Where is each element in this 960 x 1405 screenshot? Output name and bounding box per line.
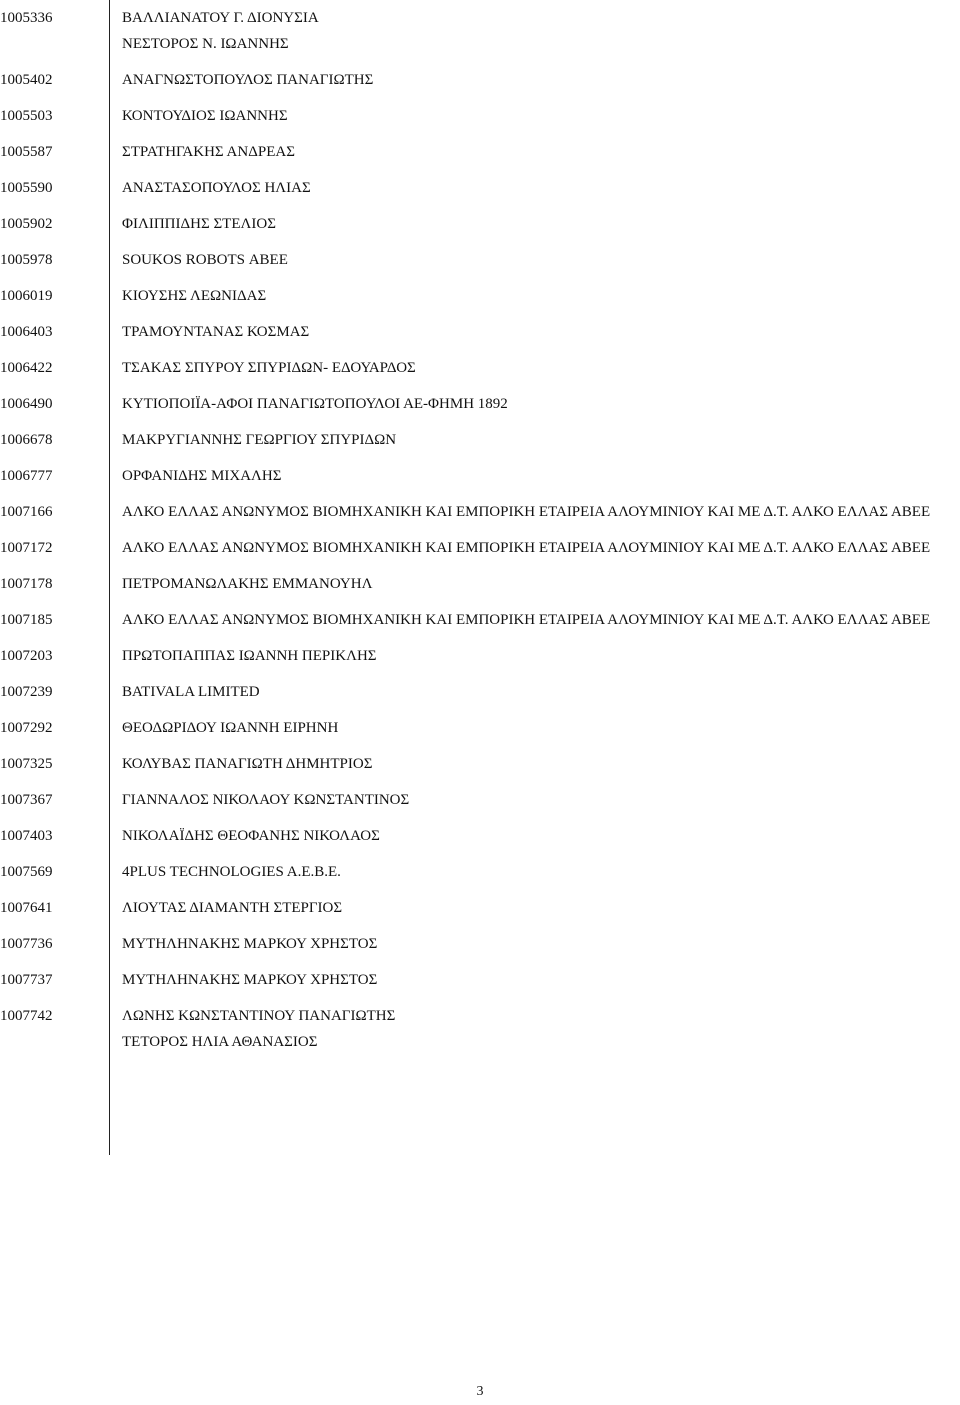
holder-name: ΤΣΑΚΑΣ ΣΠΥΡΟΥ ΣΠΥΡΙΔΩΝ- ΕΔΟΥΑΡΔΟΣ: [122, 360, 416, 376]
holder-name: ΑΛΚΟ ΕΛΛΑΣ ΑΝΩΝΥΜΟΣ ΒΙΟΜΗΧΑΝΙΚΗ ΚΑΙ ΕΜΠΟΡΙΚΗ ΕΤΑΙΡΕΙΑ ΑΛΟΥΜΙΝΙΟΥ ΚΑΙ ΜΕ Δ.Τ. ΑΛΚΟ ΕΛΛΑΣ ΑΒΕΕ: [122, 612, 931, 628]
holder-name: ΜΥΤΗΛΗΝΑΚΗΣ ΜΑΡΚΟΥ ΧΡΗΣΤΟΣ: [122, 972, 378, 988]
holder-name: ΤΡΑΜΟΥΝΤΑΝΑΣ ΚΟΣΜΑΣ: [122, 324, 310, 340]
holder-name: ΚΟΛΥΒΑΣ ΠΑΝΑΓΙΩΤΗ ΔΗΜΗΤΡΙΟΣ: [122, 756, 373, 772]
holder-names: [122, 967, 960, 993]
holder-names: [122, 247, 960, 273]
registry-number: 1007203: [0, 648, 53, 664]
holder-name: ΑΝΑΓΝΩΣΤΟΠΟΥΛΟΣ ΠΑΝΑΓΙΩΤΗΣ: [122, 72, 374, 88]
holder-name: ΛΙΟΥΤΑΣ ΔΙΑΜΑΝΤΗ ΣΤΕΡΓΙΟΣ: [122, 900, 343, 916]
holder-names: [122, 355, 960, 381]
holder-names: [122, 715, 960, 741]
holder-name: ΦΙΛΙΠΠΙΔΗΣ ΣΤΕΛΙΟΣ: [122, 216, 276, 232]
registry-number: 1007736: [0, 936, 53, 952]
holder-names: [122, 607, 960, 633]
list-row: [0, 787, 960, 813]
holder-names: [122, 283, 960, 309]
holder-name: ΘΕΟΔΩΡΙΔΟΥ ΙΩΑΝΝΗ ΕΙΡΗΝΗ: [122, 720, 339, 736]
holder-names: [122, 175, 960, 201]
holder-name: BATIVALA LIMITED: [122, 684, 260, 700]
holder-name: ΚΙΟΥΣΗΣ ΛΕΩΝΙΔΑΣ: [122, 288, 267, 304]
holder-names: [122, 787, 960, 813]
registry-number: 1007178: [0, 576, 53, 592]
registry-number: 1005402: [0, 72, 53, 88]
registry-number: 1006678: [0, 432, 53, 448]
list-row: [0, 751, 960, 777]
registry-number: 1005902: [0, 216, 53, 232]
list-row: [0, 535, 960, 561]
registry-number: 1007239: [0, 684, 53, 700]
registry-number: 1007166: [0, 504, 53, 520]
holder-name: ΤΕΤΟΡΟΣ ΗΛΙΑ ΑΘΑΝΑΣΙΟΣ: [122, 1034, 318, 1050]
list-row: [0, 607, 960, 633]
list-row: [0, 5, 960, 57]
registry-number: 1007569: [0, 864, 53, 880]
holder-names: [122, 139, 960, 165]
list-row: [0, 715, 960, 741]
holder-names: [122, 427, 960, 453]
holder-name: ΜΑΚΡΥΓΙΑΝΝΗΣ ΓΕΩΡΓΙΟΥ ΣΠΥΡΙΔΩΝ: [122, 432, 397, 448]
registry-number: 1007737: [0, 972, 53, 988]
registry-number: 1007367: [0, 792, 53, 808]
holder-name: ΠΡΩΤΟΠΑΠΠΑΣ ΙΩΑΝΝΗ ΠΕΡΙΚΛΗΣ: [122, 648, 377, 664]
holder-names: [122, 751, 960, 777]
list-row: [0, 175, 960, 201]
holder-names: [122, 67, 960, 93]
holder-names: [122, 643, 960, 669]
list-row: [0, 211, 960, 237]
registry-number: 1007325: [0, 756, 53, 772]
holder-name: ΜΥΤΗΛΗΝΑΚΗΣ ΜΑΡΚΟΥ ΧΡΗΣΤΟΣ: [122, 936, 378, 952]
holder-names: [122, 319, 960, 345]
list-row: [0, 895, 960, 921]
holder-name: ΝΙΚΟΛΑΪΔΗΣ ΘΕΟΦΑΝΗΣ ΝΙΚΟΛΑΟΣ: [122, 828, 380, 844]
list-row: [0, 67, 960, 93]
page-number: 3: [476, 1384, 484, 1399]
holder-names: [122, 571, 960, 597]
holder-names: [122, 1003, 960, 1055]
holder-name: ΟΡΦΑΝΙΔΗΣ ΜΙΧΑΛΗΣ: [122, 468, 282, 484]
registry-number: 1006777: [0, 468, 53, 484]
holder-names: [122, 535, 960, 561]
holder-names: [122, 5, 960, 57]
list-row: [0, 571, 960, 597]
list-row: [0, 283, 960, 309]
holder-name: ΑΝΑΣΤΑΣΟΠΟΥΛΟΣ ΗΛΙΑΣ: [122, 180, 311, 196]
holder-name: ΚΟΝΤΟΥΔΙΟΣ ΙΩΑΝΝΗΣ: [122, 108, 288, 124]
registry-number: 1006422: [0, 360, 53, 376]
registry-number: 1006403: [0, 324, 53, 340]
holder-names: [122, 391, 960, 417]
holder-name: ΓΙΑΝΝΑΛΟΣ ΝΙΚΟΛΑΟΥ ΚΩΝΣΤΑΝΤΙΝΟΣ: [122, 792, 410, 808]
list-row: [0, 319, 960, 345]
registry-number: 1006019: [0, 288, 53, 304]
registry-number: 1005978: [0, 252, 53, 268]
registry-number: 1007403: [0, 828, 53, 844]
list-row: [0, 355, 960, 381]
registry-number: 1007185: [0, 612, 53, 628]
holder-name: ΠΕΤΡΟΜΑΝΩΛΑΚΗΣ ΕΜΜΑΝΟΥΗΛ: [122, 576, 373, 592]
list-row: [0, 139, 960, 165]
holder-names: [122, 463, 960, 489]
registry-number: 1007742: [0, 1008, 53, 1024]
holder-names: [122, 931, 960, 957]
holder-name: ΑΛΚΟ ΕΛΛΑΣ ΑΝΩΝΥΜΟΣ ΒΙΟΜΗΧΑΝΙΚΗ ΚΑΙ ΕΜΠΟΡΙΚΗ ΕΤΑΙΡΕΙΑ ΑΛΟΥΜΙΝΙΟΥ ΚΑΙ ΜΕ Δ.Τ. ΑΛΚΟ ΕΛΛΑΣ ΑΒΕΕ: [122, 540, 931, 556]
holder-names: [122, 679, 960, 705]
registry-number: 1007641: [0, 900, 53, 916]
list-row: [0, 499, 960, 525]
holder-name: ΚΥΤΙΟΠΟΙΪΑ-ΑΦΟΙ ΠΑΝΑΓΙΩΤΟΠΟΥΛΟΙ ΑΕ-ΦΗΜΗ 1892: [122, 396, 508, 412]
holder-names: [122, 211, 960, 237]
list-row: [0, 859, 960, 885]
registry-number: 1006490: [0, 396, 53, 412]
holder-names: [122, 859, 960, 885]
list-row: [0, 1003, 960, 1055]
registry-number: 1007172: [0, 540, 53, 556]
holder-name: SOUKOS ROBOTS ΑΒΕΕ: [122, 252, 288, 268]
registry-list: [0, 5, 960, 1065]
list-row: [0, 931, 960, 957]
registry-number: 1007292: [0, 720, 53, 736]
holder-name: ΛΩΝΗΣ ΚΩΝΣΤΑΝΤΙΝΟΥ ΠΑΝΑΓΙΩΤΗΣ: [122, 1008, 396, 1024]
holder-name: ΝΕΣΤΟΡΟΣ Ν. ΙΩΑΝΝΗΣ: [122, 36, 289, 52]
list-row: [0, 427, 960, 453]
list-row: [0, 823, 960, 849]
registry-number: 1005336: [0, 10, 53, 26]
holder-names: [122, 895, 960, 921]
list-row: [0, 247, 960, 273]
registry-number: 1005587: [0, 144, 53, 160]
list-row: [0, 679, 960, 705]
holder-names: [122, 823, 960, 849]
list-row: [0, 967, 960, 993]
registry-number: 1005503: [0, 108, 53, 124]
list-row: [0, 643, 960, 669]
holder-names: [122, 499, 960, 525]
holder-names: [122, 103, 960, 129]
holder-name: 4PLUS TECHNOLOGIES A.E.B.E.: [122, 864, 341, 880]
list-row: [0, 463, 960, 489]
list-row: [0, 103, 960, 129]
registry-number: 1005590: [0, 180, 53, 196]
holder-name: ΑΛΚΟ ΕΛΛΑΣ ΑΝΩΝΥΜΟΣ ΒΙΟΜΗΧΑΝΙΚΗ ΚΑΙ ΕΜΠΟΡΙΚΗ ΕΤΑΙΡΕΙΑ ΑΛΟΥΜΙΝΙΟΥ ΚΑΙ ΜΕ Δ.Τ. ΑΛΚΟ ΕΛΛΑΣ ΑΒΕΕ: [122, 504, 931, 520]
holder-name: ΒΑΛΛΙΑΝΑΤΟΥ Γ. ΔΙΟΝΥΣΙΑ: [122, 10, 319, 26]
list-row: [0, 391, 960, 417]
holder-name: ΣΤΡΑΤΗΓΑΚΗΣ ΑΝΔΡΕΑΣ: [122, 144, 295, 160]
